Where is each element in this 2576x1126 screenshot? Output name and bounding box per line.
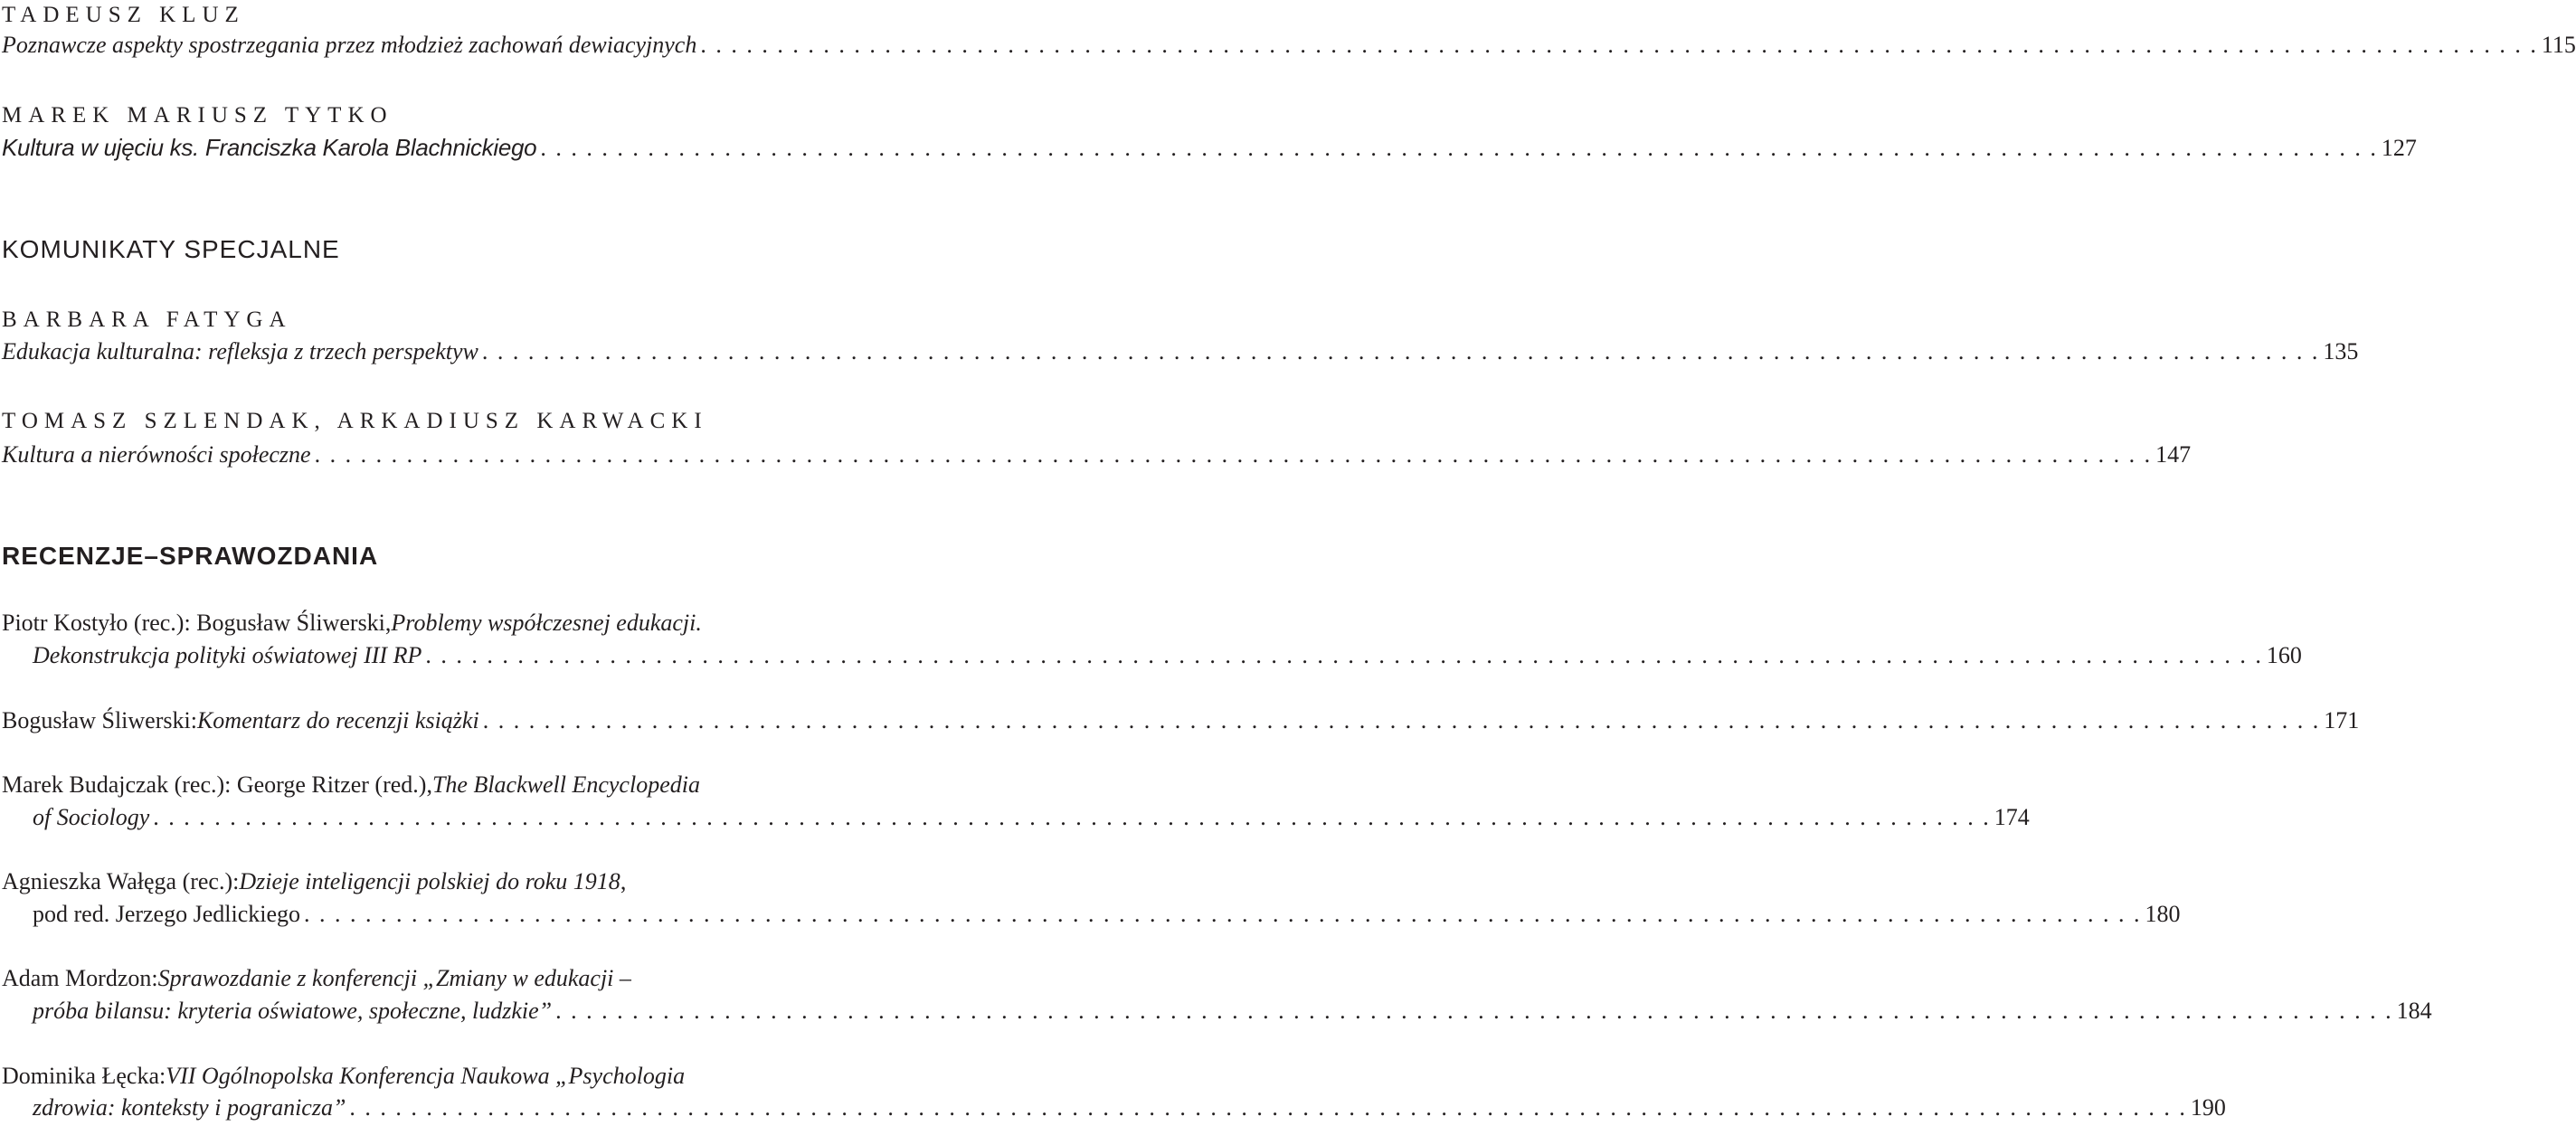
toc-entry[interactable] [2,29,2576,62]
page-number: 190 [2190,1094,2226,1121]
page-number: 174 [1994,804,2030,830]
entry-title: Kultura a nierówności społeczne [2,441,311,468]
toc-entry[interactable] [33,898,2181,931]
dot-leader: . . . . . . . . . . . . . . . . . . . . . . . . . . . . . . . . . . . . . . . . . . . . . . . . . . . . . . . . . . . . . . . . . . . . . . . . . . . . . . . . . . . . . . . . . . . . . . . . . . . . . . . . . . . . . . . . . . . . . . . . [481,338,2320,364]
page-number: 171 [2324,707,2360,733]
entry-punctuation: , [620,868,627,894]
entry-title: Kultura w ujęciu ks. Franciszka Karola Blachnickiego [2,134,537,161]
entry-editor: pod red. Jerzego Jedlickiego [33,901,301,927]
toc-entry[interactable] [33,1092,2226,1124]
dot-leader: . . . . . . . . . . . . . . . . . . . . . . . . . . . . . . . . . . . . . . . . . . . . . . . . . . . . . . . . . . . . . . . . . . . . . . . . . . . . . . . . . . . . . . . . . . . . . . . . . . . . . . . . . . . . . . . . . . . . . . . . [555,998,2393,1024]
entry-author: Marek Budajczak (rec.): George Ritzer (red.), [2,771,432,798]
entry-title: Komentarz do recenzji książki [196,707,479,733]
author-name: TOMASZ SZLENDAK, ARKADIUSZ KARWACKI [2,409,708,433]
section-heading: KOMUNIKATY SPECJALNE [2,235,340,263]
dot-leader: . . . . . . . . . . . . . . . . . . . . . . . . . . . . . . . . . . . . . . . . . . . . . . . . . . . . . . . . . . . . . . . . . . . . . . . . . . . . . . . . . . . . . . . . . . . . . . . . . . . . . . . . . . . . . . . . . . . . . . . . [304,901,2142,927]
author-name: MAREK MARIUSZ TYTKO [2,103,393,128]
page-number: 115 [2541,32,2576,58]
dot-leader: . . . . . . . . . . . . . . . . . . . . . . . . . . . . . . . . . . . . . . . . . . . . . . . . . . . . . . . . . . . . . . . . . . . . . . . . . . . . . . . . . . . . . . . . . . . . . . . . . . . . . . . . . . . . . . . . . . . . . . . . [153,804,1991,830]
dot-leader: . . . . . . . . . . . . . . . . . . . . . . . . . . . . . . . . . . . . . . . . . . . . . . . . . . . . . . . . . . . . . . . . . . . . . . . . . . . . . . . . . . . . . . . . . . . . . . . . . . . . . . . . . . . . . . . . . . . . . . . . [349,1094,2187,1121]
toc-entry[interactable] [33,801,2030,834]
entry-title: Dekonstrukcja polityki oświatowej III RP [33,642,422,668]
toc-entry-line[interactable] [2,607,702,639]
entry-title: Sprawozdanie z konferencji „Zmiany w edukacji – [157,965,631,991]
toc-entry-line[interactable] [2,769,700,801]
entry-title: Poznawcze aspekty spostrzegania przez młodzież zachowań dewiacyjnych [2,32,697,58]
entry-title: Dzieje inteligencji polskiej do roku 1918 [239,868,620,894]
section-heading: RECENZJE–SPRAWOZDANIA [2,542,379,570]
dot-leader: . . . . . . . . . . . . . . . . . . . . . . . . . . . . . . . . . . . . . . . . . . . . . . . . . . . . . . . . . . . . . . . . . . . . . . . . . . . . . . . . . . . . . . . . . . . . . . . . . . . . . . . . . . . . . . . . . . . . . . . . [540,135,2378,161]
entry-title: Problemy współczesnej edukacji. [391,610,702,636]
author-name: BARBARA FATYGA [2,308,292,332]
toc-entry[interactable] [33,639,2302,672]
entry-author: Bogusław Śliwerski: [2,707,197,733]
entry-author: Piotr Kostyło (rec.): Bogusław Śliwerski, [2,610,392,636]
dot-leader: . . . . . . . . . . . . . . . . . . . . . . . . . . . . . . . . . . . . . . . . . . . . . . . . . . . . . . . . . . . . . . . . . . . . . . . . . . . . . . . . . . . . . . . . . . . . . . . . . . . . . . . . . . . . . . . . . . . . . . . . [425,642,2263,668]
entry-title: The Blackwell Encyclopedia [431,771,700,798]
toc-entry[interactable] [33,995,2432,1027]
entry-title: of Sociology [33,804,150,830]
toc-entry[interactable] [2,705,2360,737]
toc-entry[interactable] [2,439,2192,471]
toc-entry[interactable] [2,336,2359,368]
entry-title: VII Ogólnopolska Konferencja Naukowa „Psychologia [166,1063,686,1089]
dot-leader: . . . . . . . . . . . . . . . . . . . . . . . . . . . . . . . . . . . . . . . . . . . . . . . . . . . . . . . . . . . . . . . . . . . . . . . . . . . . . . . . . . . . . . . . . . . . . . . . . . . . . . . . . . . . . . . . . . . . . . . . [700,32,2538,58]
entry-title: zdrowia: konteksty i pogranicza” [33,1094,346,1121]
dot-leader: . . . . . . . . . . . . . . . . . . . . . . . . . . . . . . . . . . . . . . . . . . . . . . . . . . . . . . . . . . . . . . . . . . . . . . . . . . . . . . . . . . . . . . . . . . . . . . . . . . . . . . . . . . . . . . . . . . . . . . . . [314,441,2153,468]
page-number: 147 [2155,441,2192,468]
author-name: TADEUSZ KLUZ [2,3,245,27]
toc-entry-line[interactable] [2,962,631,995]
entry-author: Agnieszka Wałęga (rec.): [2,868,240,894]
toc-entry-line[interactable] [2,866,626,898]
entry-title: Edukacja kulturalna: refleksja z trzech perspektyw [2,338,478,364]
page-number: 135 [2323,338,2359,364]
page-number: 127 [2381,135,2417,161]
page-number: 180 [2145,901,2181,927]
page-number: 160 [2266,642,2302,668]
entry-author: Dominika Łęcka: [2,1063,166,1089]
entry-author: Adam Mordzon: [2,965,158,991]
toc-entry-line[interactable] [2,1060,685,1093]
entry-title: próba bilansu: kryteria oświatowe, społeczne, ludzkie” [33,998,553,1024]
dot-leader: . . . . . . . . . . . . . . . . . . . . . . . . . . . . . . . . . . . . . . . . . . . . . . . . . . . . . . . . . . . . . . . . . . . . . . . . . . . . . . . . . . . . . . . . . . . . . . . . . . . . . . . . . . . . . . . . . . . . . . . . [482,707,2321,733]
toc-entry[interactable] [2,131,2417,164]
page-number: 184 [2396,998,2432,1024]
